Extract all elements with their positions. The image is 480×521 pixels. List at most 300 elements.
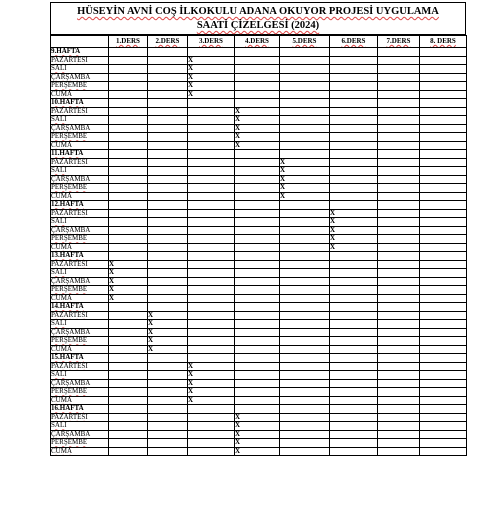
schedule-cell (235, 362, 280, 371)
lesson-mark: X (235, 413, 280, 422)
day-row (51, 243, 467, 252)
day-row (51, 379, 467, 388)
lesson-mark: X (148, 311, 188, 320)
schedule-cell (109, 201, 148, 210)
schedule-cell (280, 337, 330, 346)
schedule-cell (280, 362, 330, 371)
schedule-cell (330, 337, 378, 346)
schedule-cell (188, 252, 235, 261)
schedule-cell (330, 413, 378, 422)
schedule-cell (188, 260, 235, 269)
lesson-mark: X (109, 286, 148, 295)
schedule-cell (378, 167, 420, 176)
day-row (51, 328, 467, 337)
lesson-mark: X (235, 439, 280, 448)
lesson-mark: X (188, 65, 235, 74)
day-label: SALI (51, 167, 109, 176)
schedule-cell (420, 243, 467, 252)
schedule-cell (330, 422, 378, 431)
schedule-cell (330, 447, 378, 456)
schedule-cell (109, 73, 148, 82)
schedule-cell (378, 269, 420, 278)
schedule-cell (330, 277, 378, 286)
schedule-cell (235, 48, 280, 57)
schedule-cell (188, 277, 235, 286)
schedule-cell (148, 252, 188, 261)
schedule-cell (188, 337, 235, 346)
schedule-cell (330, 48, 378, 57)
schedule-cell (378, 150, 420, 159)
header-row (51, 36, 467, 48)
schedule-cell (280, 388, 330, 397)
week-row (51, 252, 467, 261)
schedule-cell (109, 48, 148, 57)
schedule-cell (235, 175, 280, 184)
schedule-cell (330, 107, 378, 116)
title-line-2: SAATİ ÇİZELGESİ (2024) (196, 20, 320, 31)
schedule-cell (378, 311, 420, 320)
schedule-cell (420, 447, 467, 456)
schedule-cell (330, 294, 378, 303)
schedule-cell (188, 218, 235, 227)
schedule-cell (420, 439, 467, 448)
schedule-cell (148, 379, 188, 388)
lesson-mark: X (235, 141, 280, 150)
week-row (51, 201, 467, 210)
schedule-cell (420, 65, 467, 74)
schedule-cell (109, 396, 148, 405)
schedule-cell (235, 56, 280, 65)
schedule-cell (109, 82, 148, 91)
schedule-cell (109, 252, 148, 261)
day-label: PAZARTESİ (51, 311, 109, 320)
day-label: PERŞEMBE (51, 235, 109, 244)
lesson-mark: X (235, 430, 280, 439)
day-label: PERŞEMBE (51, 82, 109, 91)
schedule-cell (235, 65, 280, 74)
week-label: 12.HAFTA (51, 201, 109, 210)
schedule-cell (109, 422, 148, 431)
schedule-cell (148, 405, 188, 414)
schedule-cell (109, 405, 148, 414)
schedule-cell (420, 235, 467, 244)
schedule-cell (235, 209, 280, 218)
schedule-cell (148, 107, 188, 116)
schedule-cell (420, 277, 467, 286)
schedule-cell (378, 337, 420, 346)
schedule-cell (280, 379, 330, 388)
day-row (51, 218, 467, 227)
day-label: PAZARTESİ (51, 56, 109, 65)
day-label: SALI (51, 269, 109, 278)
schedule-cell (235, 337, 280, 346)
week-label: 11.HAFTA (51, 150, 109, 159)
schedule-cell (109, 388, 148, 397)
schedule-cell (420, 209, 467, 218)
schedule-cell (378, 379, 420, 388)
schedule-cell (330, 303, 378, 312)
schedule-cell (109, 226, 148, 235)
schedule-cell (148, 396, 188, 405)
day-row (51, 362, 467, 371)
schedule-cell (148, 286, 188, 295)
schedule-cell (420, 388, 467, 397)
day-row (51, 192, 467, 201)
schedule-cell (235, 345, 280, 354)
schedule-cell (188, 286, 235, 295)
lesson-mark: X (330, 226, 378, 235)
schedule-cell (280, 235, 330, 244)
lesson-mark: X (148, 328, 188, 337)
lesson-mark: X (330, 209, 378, 218)
schedule-cell (148, 430, 188, 439)
day-row (51, 82, 467, 91)
schedule-cell (235, 311, 280, 320)
schedule-cell (378, 413, 420, 422)
schedule-cell (188, 311, 235, 320)
day-row (51, 311, 467, 320)
week-label: 13.HAFTA (51, 252, 109, 261)
schedule-cell (330, 73, 378, 82)
schedule-cell (148, 124, 188, 133)
schedule-cell (109, 167, 148, 176)
schedule-cell (188, 107, 235, 116)
day-label: PAZARTESİ (51, 362, 109, 371)
schedule-cell (280, 439, 330, 448)
schedule-cell (330, 99, 378, 108)
header-lesson-2: 2.DERS (148, 36, 188, 48)
schedule-cell (378, 124, 420, 133)
schedule-cell (235, 73, 280, 82)
schedule-cell (235, 260, 280, 269)
schedule-cell (280, 252, 330, 261)
schedule-cell (378, 243, 420, 252)
schedule-cell (330, 90, 378, 99)
schedule-cell (378, 141, 420, 150)
schedule-cell (188, 192, 235, 201)
schedule-cell (378, 184, 420, 193)
day-label: CUMA (51, 192, 109, 201)
schedule-cell (280, 90, 330, 99)
schedule-cell (109, 141, 148, 150)
schedule-cell (148, 184, 188, 193)
schedule-cell (148, 201, 188, 210)
schedule-cell (235, 201, 280, 210)
schedule-cell (280, 286, 330, 295)
lesson-mark: X (109, 260, 148, 269)
schedule-cell (109, 209, 148, 218)
day-row (51, 209, 467, 218)
schedule-cell (378, 286, 420, 295)
schedule-cell (109, 90, 148, 99)
schedule-cell (148, 99, 188, 108)
schedule-cell (378, 133, 420, 142)
day-label: ÇARŞAMBA (51, 430, 109, 439)
schedule-cell (280, 311, 330, 320)
schedule-cell (280, 371, 330, 380)
day-label: SALI (51, 422, 109, 431)
schedule-cell (378, 73, 420, 82)
schedule-cell (378, 226, 420, 235)
day-row (51, 167, 467, 176)
schedule-cell (420, 328, 467, 337)
schedule-cell (420, 56, 467, 65)
schedule-cell (188, 209, 235, 218)
schedule-cell (280, 405, 330, 414)
day-label: PAZARTESİ (51, 413, 109, 422)
schedule-cell (280, 201, 330, 210)
schedule-cell (378, 388, 420, 397)
schedule-cell (148, 158, 188, 167)
schedule-cell (188, 320, 235, 329)
schedule-cell (378, 439, 420, 448)
schedule-cell (280, 396, 330, 405)
schedule-cell (378, 260, 420, 269)
schedule-cell (420, 303, 467, 312)
schedule-cell (188, 430, 235, 439)
week-label: 10.HAFTA (51, 99, 109, 108)
lesson-mark: X (235, 124, 280, 133)
schedule-cell (420, 141, 467, 150)
day-label: SALI (51, 320, 109, 329)
schedule-cell (420, 133, 467, 142)
schedule-table (50, 35, 467, 456)
schedule-cell (280, 48, 330, 57)
schedule-cell (148, 48, 188, 57)
schedule-cell (330, 354, 378, 363)
schedule-cell (188, 167, 235, 176)
lesson-mark: X (188, 371, 235, 380)
schedule-cell (378, 116, 420, 125)
lesson-mark: X (188, 56, 235, 65)
week-row (51, 303, 467, 312)
schedule-cell (148, 56, 188, 65)
schedule-cell (420, 73, 467, 82)
schedule-body (51, 48, 467, 456)
schedule-cell (109, 354, 148, 363)
schedule-cell (148, 141, 188, 150)
schedule-cell (109, 56, 148, 65)
schedule-cell (280, 269, 330, 278)
week-label: 9.HAFTA (51, 48, 109, 57)
day-row (51, 269, 467, 278)
schedule-cell (280, 73, 330, 82)
schedule-cell (235, 269, 280, 278)
schedule-cell (330, 116, 378, 125)
day-row (51, 133, 467, 142)
day-row (51, 447, 467, 456)
schedule-cell (420, 226, 467, 235)
schedule-cell (420, 184, 467, 193)
schedule-cell (280, 345, 330, 354)
schedule-cell (420, 294, 467, 303)
schedule-cell (420, 396, 467, 405)
schedule-cell (378, 422, 420, 431)
schedule-cell (330, 184, 378, 193)
schedule-cell (109, 107, 148, 116)
schedule-cell (420, 371, 467, 380)
schedule-cell (148, 413, 188, 422)
schedule-cell (378, 277, 420, 286)
day-row (51, 337, 467, 346)
schedule-cell (280, 150, 330, 159)
day-label: PAZARTESİ (51, 107, 109, 116)
schedule-cell (148, 218, 188, 227)
lesson-mark: X (148, 337, 188, 346)
schedule-cell (378, 56, 420, 65)
schedule-cell (148, 243, 188, 252)
schedule-cell (280, 243, 330, 252)
schedule-cell (109, 379, 148, 388)
schedule-cell (330, 124, 378, 133)
header-lesson-5: 5.DERS (280, 36, 330, 48)
schedule-cell (378, 396, 420, 405)
schedule-cell (148, 133, 188, 142)
lesson-mark: X (188, 362, 235, 371)
day-label: CUMA (51, 243, 109, 252)
schedule-cell (148, 116, 188, 125)
schedule-cell (109, 413, 148, 422)
schedule-cell (420, 116, 467, 125)
schedule-cell (420, 430, 467, 439)
week-label: 15.HAFTA (51, 354, 109, 363)
schedule-cell (235, 354, 280, 363)
schedule-cell (330, 133, 378, 142)
schedule-cell (148, 226, 188, 235)
lesson-mark: X (330, 243, 378, 252)
schedule-cell (148, 260, 188, 269)
schedule-cell (330, 328, 378, 337)
schedule-cell (109, 243, 148, 252)
week-row (51, 405, 467, 414)
lesson-mark: X (109, 277, 148, 286)
day-row (51, 345, 467, 354)
schedule-cell (109, 218, 148, 227)
schedule-cell (420, 379, 467, 388)
schedule-cell (420, 167, 467, 176)
schedule-cell (188, 158, 235, 167)
schedule-cell (378, 430, 420, 439)
schedule-cell (109, 362, 148, 371)
schedule-cell (235, 243, 280, 252)
schedule-cell (109, 99, 148, 108)
schedule-cell (109, 447, 148, 456)
schedule-cell (280, 124, 330, 133)
schedule-cell (188, 99, 235, 108)
schedule-cell (109, 430, 148, 439)
schedule-cell (235, 235, 280, 244)
schedule-cell (188, 422, 235, 431)
schedule-cell (330, 320, 378, 329)
schedule-cell (148, 235, 188, 244)
day-row (51, 371, 467, 380)
schedule-cell (235, 184, 280, 193)
day-label: PERŞEMBE (51, 286, 109, 295)
schedule-cell (280, 294, 330, 303)
schedule-cell (148, 269, 188, 278)
day-label: ÇARŞAMBA (51, 379, 109, 388)
schedule-cell (235, 396, 280, 405)
day-row (51, 107, 467, 116)
schedule-cell (280, 422, 330, 431)
schedule-cell (109, 439, 148, 448)
lesson-mark: X (280, 175, 330, 184)
schedule-cell (420, 354, 467, 363)
schedule-cell (378, 158, 420, 167)
schedule-cell (280, 303, 330, 312)
schedule-cell (420, 320, 467, 329)
schedule-cell (148, 209, 188, 218)
schedule-cell (109, 175, 148, 184)
day-label: PERŞEMBE (51, 184, 109, 193)
schedule-cell (330, 362, 378, 371)
header-lesson-3: 3.DERS (188, 36, 235, 48)
day-label: PERŞEMBE (51, 388, 109, 397)
day-label: ÇARŞAMBA (51, 73, 109, 82)
schedule-cell (148, 422, 188, 431)
day-row (51, 286, 467, 295)
schedule-cell (188, 328, 235, 337)
schedule-cell (188, 447, 235, 456)
schedule-cell (378, 294, 420, 303)
schedule-cell (188, 124, 235, 133)
day-row (51, 260, 467, 269)
schedule-cell (188, 184, 235, 193)
schedule-cell (330, 405, 378, 414)
day-label: SALI (51, 218, 109, 227)
schedule-cell (109, 116, 148, 125)
schedule-cell (280, 218, 330, 227)
schedule-cell (420, 48, 467, 57)
schedule-cell (188, 116, 235, 125)
schedule-cell (420, 90, 467, 99)
schedule-cell (188, 354, 235, 363)
schedule-cell (378, 447, 420, 456)
week-label: 16.HAFTA (51, 405, 109, 414)
lesson-mark: X (235, 422, 280, 431)
schedule-cell (109, 337, 148, 346)
schedule-cell (280, 260, 330, 269)
schedule-cell (378, 320, 420, 329)
day-row (51, 439, 467, 448)
lesson-mark: X (148, 345, 188, 354)
header-corner (51, 36, 109, 48)
schedule-cell (148, 303, 188, 312)
schedule-cell (420, 82, 467, 91)
lesson-mark: X (235, 116, 280, 125)
schedule-cell (378, 107, 420, 116)
schedule-cell (235, 388, 280, 397)
day-row (51, 124, 467, 133)
schedule-cell (148, 388, 188, 397)
day-row (51, 175, 467, 184)
day-row (51, 430, 467, 439)
schedule-cell (148, 73, 188, 82)
schedule-cell (109, 303, 148, 312)
schedule-cell (280, 354, 330, 363)
schedule-cell (330, 82, 378, 91)
lesson-mark: X (109, 294, 148, 303)
schedule-cell (188, 175, 235, 184)
schedule-cell (235, 82, 280, 91)
day-row (51, 320, 467, 329)
schedule-cell (420, 150, 467, 159)
schedule-cell (188, 294, 235, 303)
schedule-cell (148, 354, 188, 363)
schedule-cell (148, 167, 188, 176)
schedule-cell (330, 430, 378, 439)
schedule-cell (109, 320, 148, 329)
